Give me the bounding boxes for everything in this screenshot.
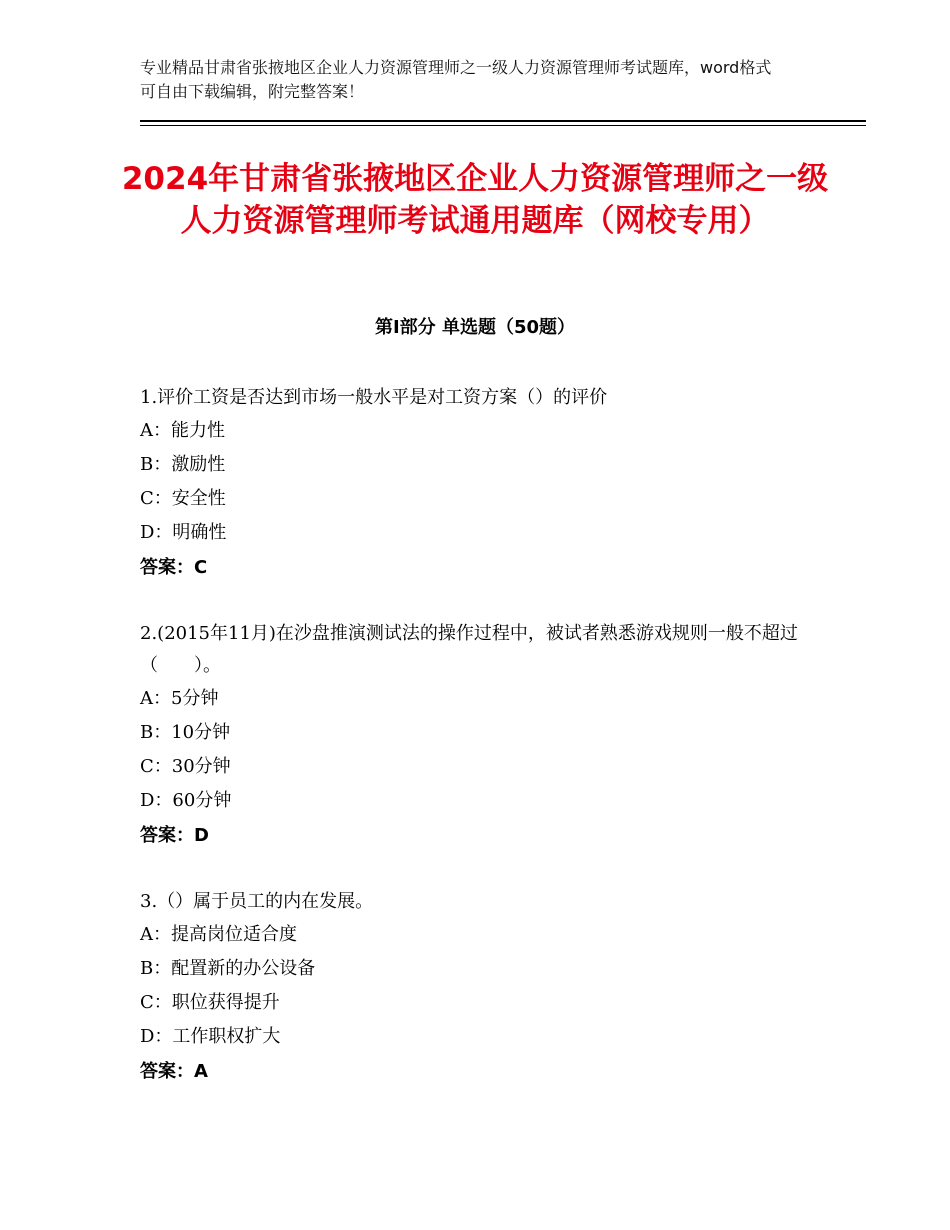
option-c: C：职位获得提升 xyxy=(140,992,280,1013)
option-c: C：30分钟 xyxy=(140,756,231,777)
option-b: B：激励性 xyxy=(140,454,226,475)
answer-line: 答案：C xyxy=(140,557,208,578)
question-item xyxy=(140,382,820,586)
option-a: A：能力性 xyxy=(140,420,225,441)
header-divider-thin xyxy=(140,125,866,126)
option-c: C：安全性 xyxy=(140,488,226,509)
question-item xyxy=(140,886,820,1090)
option-b: B：10分钟 xyxy=(140,722,231,743)
section-title: 第Ⅰ部分 单选题（50题） xyxy=(374,317,575,338)
header-divider-thick xyxy=(140,120,866,122)
option-d: D：明确性 xyxy=(140,522,227,543)
question-item xyxy=(140,618,820,854)
option-d: D：60分钟 xyxy=(140,790,232,811)
question-list xyxy=(140,382,820,1090)
option-a: A：5分钟 xyxy=(140,688,219,709)
question-stem: 2.(2015年11月)在沙盘推演测试法的操作过程中，被试者熟悉游戏规则一般不超过（ ）。 xyxy=(140,623,798,676)
option-d: D：工作职权扩大 xyxy=(140,1026,281,1047)
option-a: A：提高岗位适合度 xyxy=(140,924,297,945)
answer-line: 答案：A xyxy=(140,1061,208,1082)
question-stem: 3.（）属于员工的内在发展。 xyxy=(140,891,374,912)
option-b: B：配置新的办公设备 xyxy=(140,958,316,979)
question-stem: 1.评价工资是否达到市场一般水平是对工资方案（）的评价 xyxy=(140,387,608,408)
document-title: 2024年甘肃省张掖地区企业人力资源管理师之一级人力资源管理师考试通用题库（网校专用） xyxy=(121,161,829,239)
header-note: 专业精品甘肃省张掖地区企业人力资源管理师之一级人力资源管理师考试题库，word格式可自由下载编辑，附完整答案！ xyxy=(140,58,772,101)
answer-line: 答案：D xyxy=(140,825,209,846)
